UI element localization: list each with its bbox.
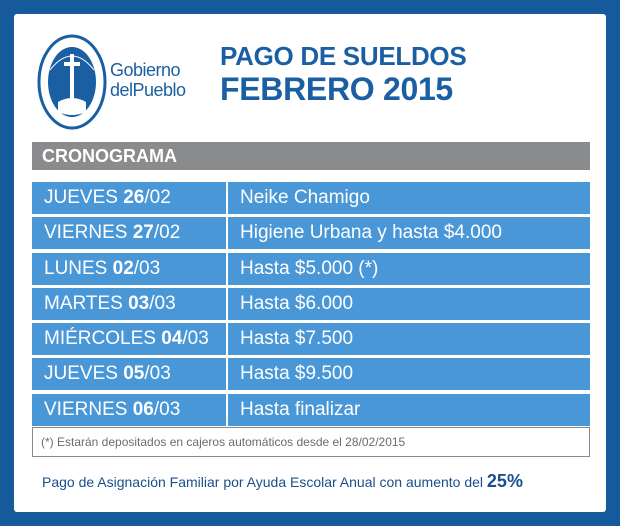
month: /03 xyxy=(144,363,171,385)
day-number: 04 xyxy=(161,328,183,350)
row-day xyxy=(32,288,226,320)
row-day xyxy=(32,253,226,285)
footnote: (*) Estarán depositados en cajeros automáticos desde el 28/02/2015 xyxy=(32,427,590,457)
bottom-note xyxy=(42,470,523,493)
schedule-row xyxy=(32,394,590,426)
logo-wordmark xyxy=(110,60,186,100)
weekday: JUEVES xyxy=(44,187,124,208)
row-description: Neike Chamigo xyxy=(228,182,590,214)
month: /03 xyxy=(133,257,161,279)
title-line-1: PAGO DE SUELDOS xyxy=(220,41,467,71)
schedule-row xyxy=(32,253,590,285)
schedule-row xyxy=(32,358,590,390)
weekday: VIERNES xyxy=(44,222,133,244)
gobierno-logo xyxy=(36,32,186,132)
row-description: Hasta $5.000 (*) xyxy=(228,253,590,285)
weekday: LUNES xyxy=(44,257,113,279)
row-day xyxy=(32,358,226,390)
schedule-row xyxy=(32,323,590,355)
row-day xyxy=(32,182,226,214)
day-number: 06 xyxy=(132,398,154,420)
day-number: 26 xyxy=(123,187,145,208)
schedule-table xyxy=(32,182,590,429)
weekday: MIÉRCOLES xyxy=(44,328,162,350)
weekday: VIERNES xyxy=(44,398,133,420)
row-description: Higiene Urbana y hasta $4.000 xyxy=(228,217,590,249)
weekday: MARTES xyxy=(44,292,129,314)
row-day xyxy=(32,323,226,355)
row-description: Hasta $6.000 xyxy=(228,288,590,320)
logo-line-2: delPueblo xyxy=(110,80,186,100)
row-day xyxy=(32,217,226,249)
day-number: 03 xyxy=(128,292,150,314)
month: /02 xyxy=(144,187,171,208)
weekday: JUEVES xyxy=(44,363,124,385)
row-description: Hasta finalizar xyxy=(228,394,590,426)
month: /03 xyxy=(153,398,181,420)
city-seal-icon xyxy=(36,32,108,132)
bottom-note-text: Pago de Asignación Familiar por Ayuda Escolar Anual con aumento del xyxy=(42,474,487,490)
content-panel xyxy=(14,14,606,512)
row-description: Hasta $7.500 xyxy=(228,323,590,355)
schedule-row xyxy=(32,217,590,249)
schedule-row xyxy=(32,182,590,214)
title-line-2: FEBRERO 2015 xyxy=(220,71,453,107)
month: /02 xyxy=(153,222,181,244)
month: /03 xyxy=(182,328,209,350)
page-title xyxy=(220,41,466,107)
logo-line-1: Gobierno xyxy=(110,60,181,80)
day-number: 27 xyxy=(132,222,154,244)
section-header: CRONOGRAMA xyxy=(32,142,590,170)
schedule-row xyxy=(32,288,590,320)
row-day xyxy=(32,394,226,426)
day-number: 05 xyxy=(123,363,145,385)
row-description: Hasta $9.500 xyxy=(228,358,590,390)
day-number: 02 xyxy=(112,257,134,279)
increase-percent: 25% xyxy=(486,471,523,491)
month: /03 xyxy=(149,292,176,314)
